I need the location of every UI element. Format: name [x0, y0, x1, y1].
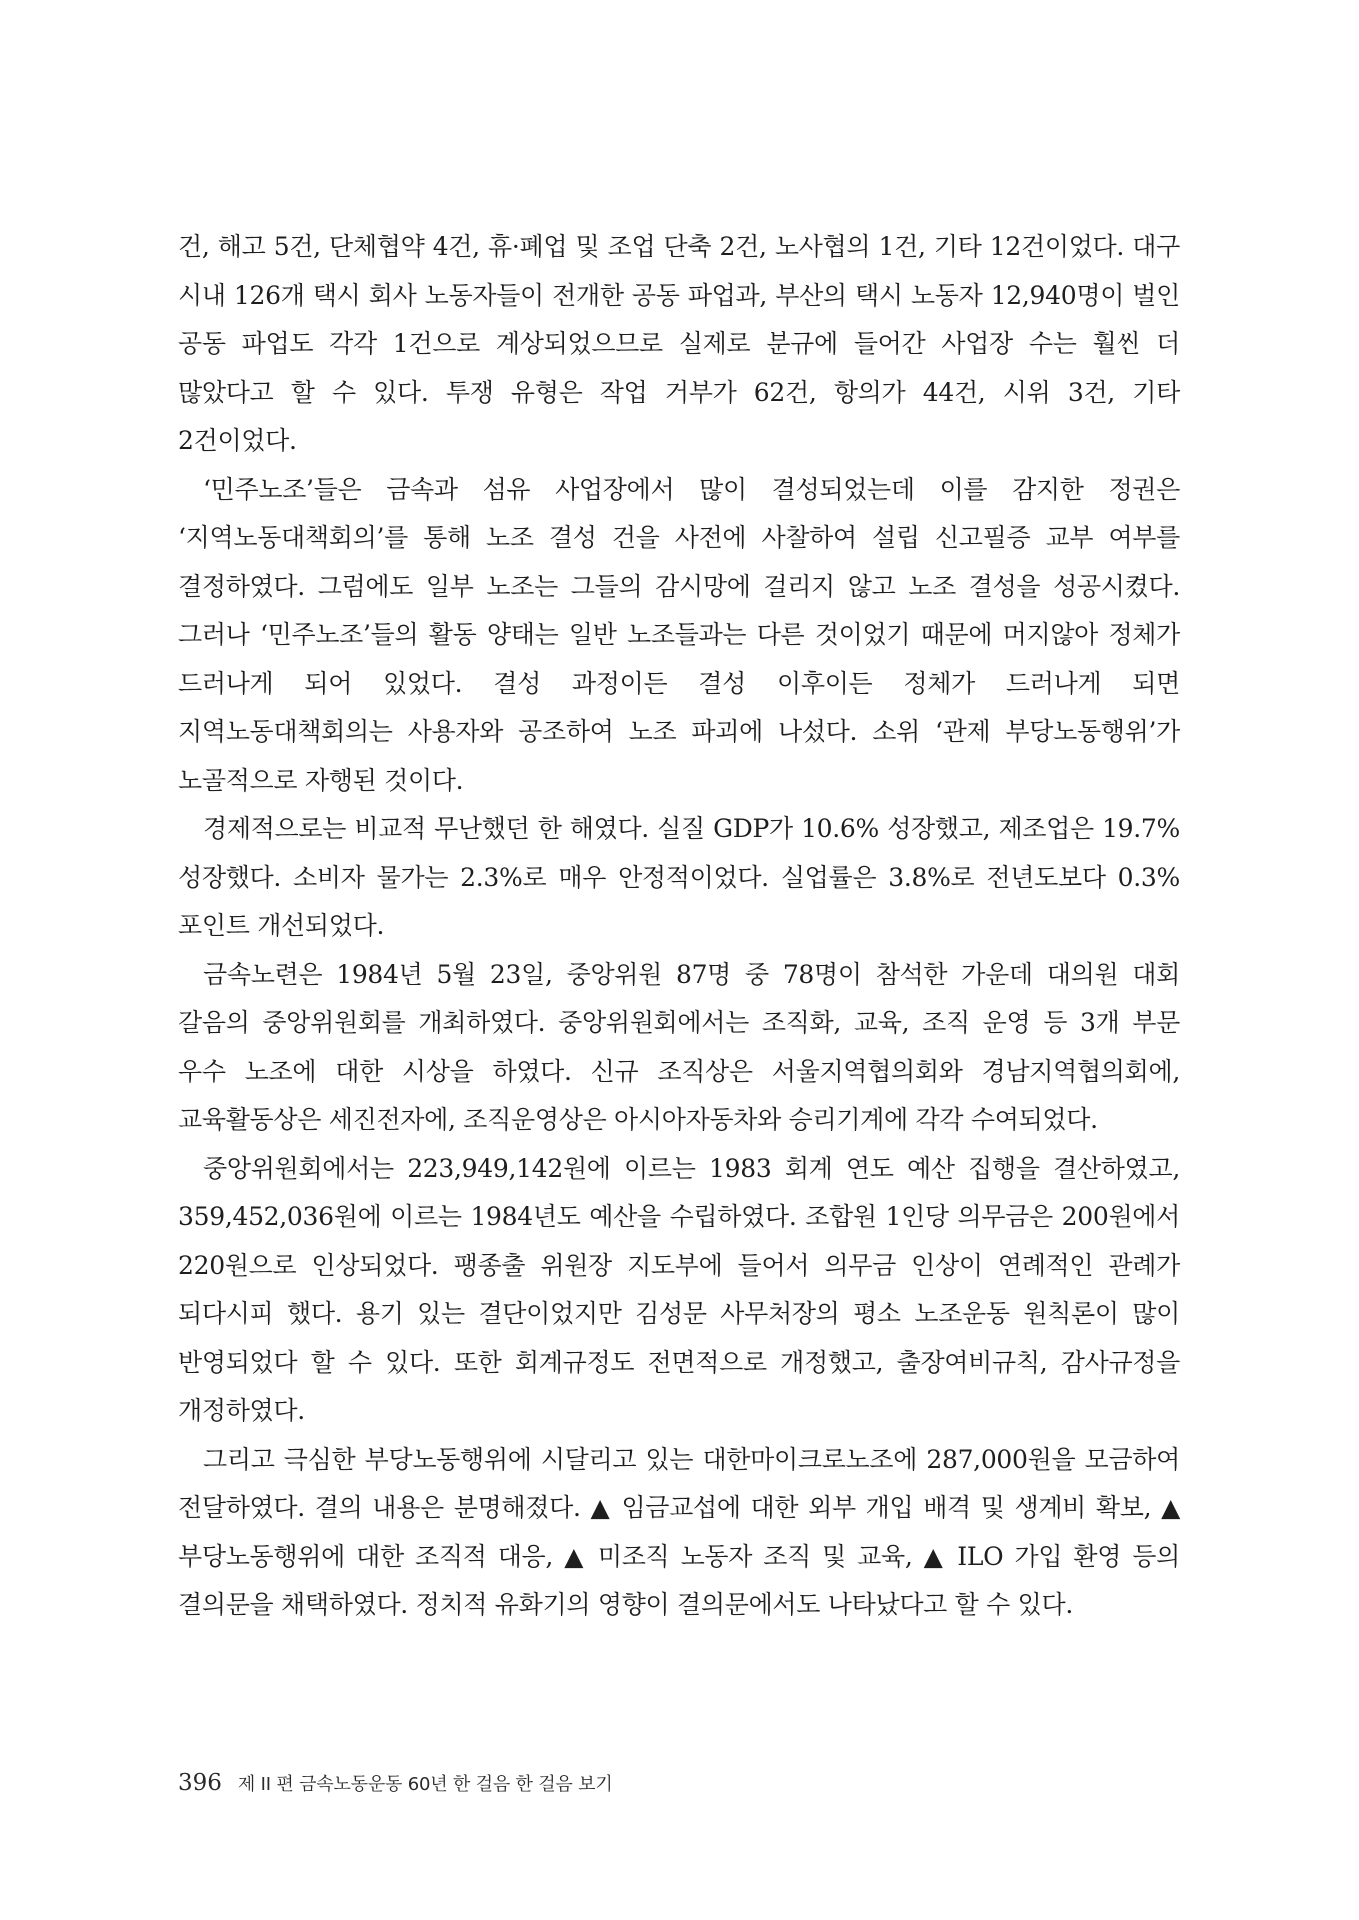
page-number: 396 [178, 1770, 222, 1796]
running-title: 제 II 편 금속노동운동 60년 한 걸음 한 걸음 보기 [237, 1774, 613, 1795]
page-footer [178, 1770, 613, 1804]
paragraph: 건, 해고 5건, 단체협약 4건, 휴·폐업 및 조업 단축 2건, 노사협의 1건, 기타 12건이었다. 대구 시내 126개 택시 회사 노동자들이 전개한 공동 파업과, 부산의 택시 노동자 12,940명이 벌인 공동 파업도 각각 1건으로 계상되었으므로 실제로 분규에 들어간 사업장 수는 훨씬 더 많았다고 할 수 있다. 투쟁 유형은 작업 거부가 62건, 항의가 44건, 시위 3건, 기타 2건이었다. [178, 232, 1180, 455]
paragraph: 경제적으로는 비교적 무난했던 한 해였다. 실질 GDP가 10.6% 성장했고, 제조업은 19.7% 성장했다. 소비자 물가는 2.3%로 매우 안정적이었다. 실업률은 3.8%로 전년도보다 0.3% 포인트 개선되었다. [178, 814, 1180, 940]
paragraph: 중앙위원회에서는 223,949,142원에 이르는 1983 회계 연도 예산 집행을 결산하였고, 359,452,036원에 이르는 1984년도 예산을 수립하였다. 조합원 1인당 의무금은 200원에서 220원으로 인상되었다. 팽종출 위원장 지도부에 들어서 의무금 인상이 연례적인 관례가 되다시피 했다. 용기 있는 결단이었지만 김성문 사무처장의 평소 노조운동 원칙론이 많이 반영되었다 할 수 있다. 또한 회계규정도 전면적으로 개정했고, 출장여비규칙, 감사규정을 개정하였다. [178, 1153, 1180, 1425]
paragraph: 그리고 극심한 부당노동행위에 시달리고 있는 대한마이크로노조에 287,000원을 모금하여 전달하였다. 결의 내용은 분명해졌다. ▲ 임금교섭에 대한 외부 개입 배격 및 생계비 확보, ▲ 부당노동행위에 대한 조직적 대응, ▲ 미조직 노동자 조직 및 교육, ▲ ILO 가입 환영 등의 결의문을 채택하였다. 정치적 유화기의 영향이 결의문에서도 나타났다고 할 수 있다. [178, 1444, 1180, 1619]
paragraph: ‘민주노조’들은 금속과 섬유 사업장에서 많이 결성되었는데 이를 감지한 정권은 ‘지역노동대책회의’를 통해 노조 결성 건을 사전에 사찰하여 설립 신고필증 교부 여부를 결정하였다. 그럼에도 일부 노조는 그들의 감시망에 걸리지 않고 노조 결성을 성공시켰다. 그러나 ‘민주노조’들의 활동 양태는 일반 노조들과는 다른 것이었기 때문에 머지않아 정체가 드러나게 되어 있었다. 결성 과정이든 결성 이후이든 정체가 드러나게 되면 지역노동대책회의는 사용자와 공조하여 노조 파괴에 나섰다. 소위 ‘관제 부당노동행위’가 노골적으로 자행된 것이다. [178, 474, 1180, 795]
paragraph: 금속노련은 1984년 5월 23일, 중앙위원 87명 중 78명이 참석한 가운데 대의원 대회 갈음의 중앙위원회를 개최하였다. 중앙위원회에서는 조직화, 교육, 조직 운영 등 3개 부문 우수 노조에 대한 시상을 하였다. 신규 조직상은 서울지역협의회와 경남지역협의회에, 교육활동상은 세진전자에, 조직운영상은 아시아자동차와 승리기계에 각각 수여되었다. [178, 959, 1180, 1134]
page-body [178, 223, 1180, 1630]
